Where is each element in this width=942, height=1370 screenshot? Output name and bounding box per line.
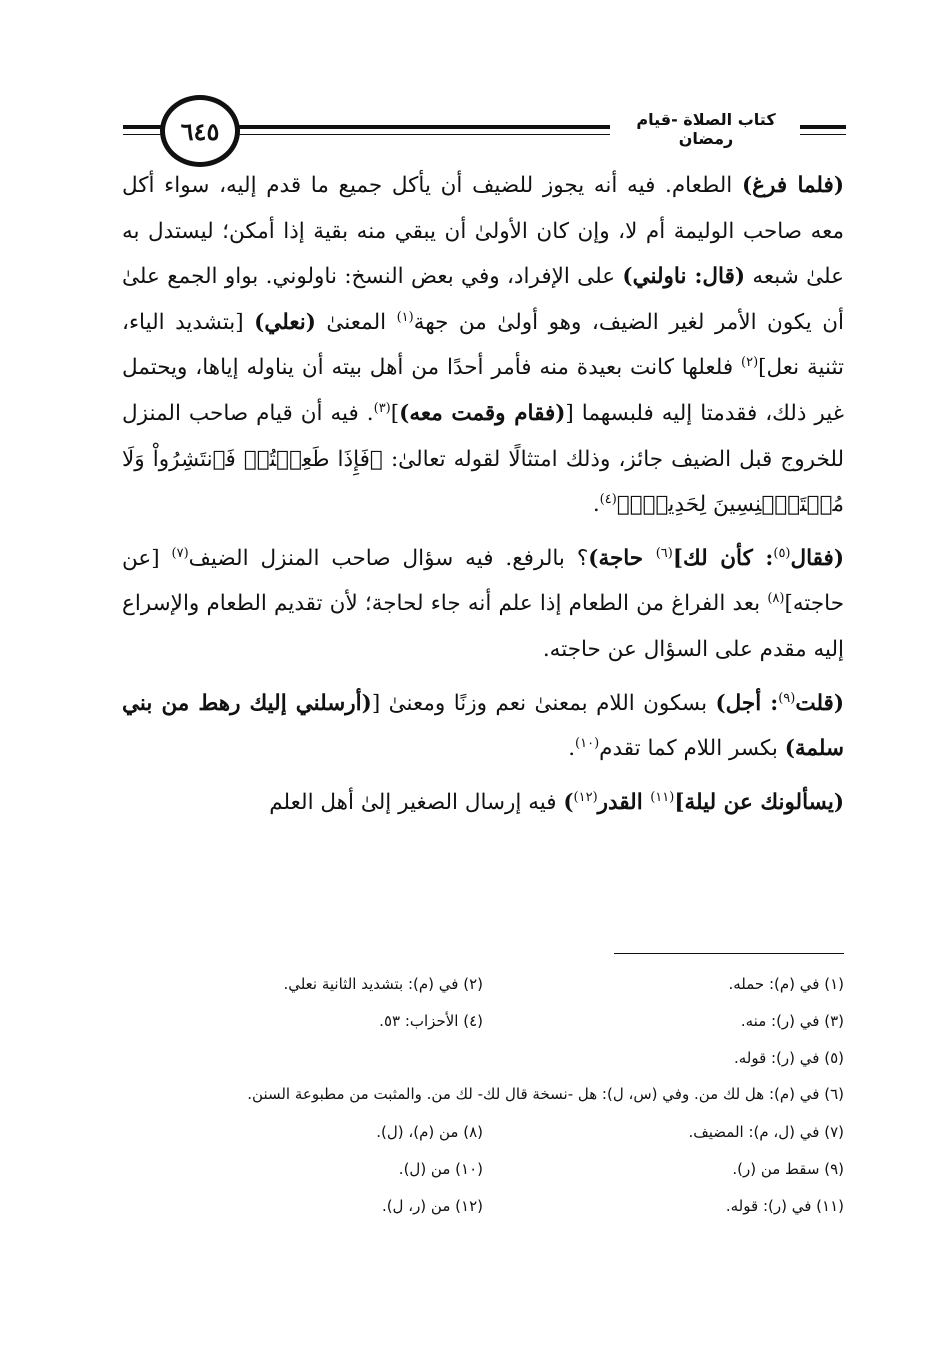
footnote-row [122, 1150, 844, 1187]
footnote-ref[interactable]: (٤) [599, 492, 617, 507]
lemma: (قلت [795, 690, 845, 716]
lemma: (فلما فرغ) [741, 173, 844, 198]
lemma: القدر [597, 789, 651, 815]
footnote-ref[interactable]: (٩) [778, 690, 796, 706]
footnote-ref[interactable]: (٨) [767, 591, 785, 607]
page-header [0, 0, 942, 170]
commentary: [بتشديد الياء، تثنية نعل] [122, 309, 844, 381]
header-rule [800, 134, 846, 135]
footnote-row [122, 1039, 844, 1076]
header-rule [230, 134, 610, 135]
lemma: (قال: ناولني) [622, 264, 746, 290]
commentary: فيه إرسال الصغير إلىٰ أهل العلم [269, 789, 564, 815]
lemma: (فقام وقمت معه) [399, 400, 566, 426]
commentary: بسكون اللام بمعنىٰ نعم وزنًا ومعنىٰ [ [371, 690, 716, 716]
footnote-5: (٥) في (ر): قوله. [733, 1048, 844, 1067]
footnote-7: (٧) في (ل، م): المضيف. [688, 1122, 844, 1141]
paragraph [122, 163, 844, 528]
footnote-row [122, 1002, 844, 1039]
footnote-4: (٤) الأحزاب: ٥٣. [379, 1011, 483, 1030]
lemma: : أجل) [715, 690, 779, 716]
footnote-ref[interactable]: (١٢) [573, 789, 598, 805]
commentary: المعنىٰ [315, 309, 397, 335]
commentary: ؟ بالرفع. فيه سؤال صاحب المنزل الضيف [188, 545, 589, 571]
footnote-ref[interactable]: (٢) [741, 355, 759, 371]
footnote-1: (١) في (م): حمله. [728, 974, 844, 993]
footnote-ref[interactable]: (١١) [650, 789, 675, 805]
footnote-11: (١١) في (ر): قوله. [725, 1196, 844, 1215]
commentary: . فيه أن قيام صاحب المنزل للخروج قبل الضيف جائز، وذلك امتثالًا لقوله تعالىٰ: [122, 400, 844, 472]
footnote-ref[interactable]: (١) [396, 309, 414, 325]
lemma: (فقال [790, 545, 844, 571]
main-text [122, 163, 844, 825]
lemma: حاجة) [588, 545, 656, 571]
footnote-ref[interactable]: (١٠) [575, 735, 600, 751]
commentary: . [568, 736, 576, 762]
footnote-12: (١٢) من (ر، ل). [381, 1196, 483, 1215]
footnote-row [122, 965, 844, 1002]
lemma: (نعلي) [254, 309, 316, 335]
footnote-6: (٦) في (م): هل لك من. وفي (س، ل): هل -نسخة قال لك- لك من. والمثبت من مطبوعة السنن. [247, 1085, 844, 1103]
header-rule [123, 134, 163, 135]
footnote-8: (٨) من (م)، (ل). [376, 1122, 483, 1141]
footnote-10: (١٠) من (ل). [398, 1159, 483, 1178]
commentary: بعد الفراغ من الطعام إذا علم أنه جاء لحاجة؛ لأن تقديم الطعام والإسراع إليه مقدم على السؤال عن حاجته. [122, 591, 844, 662]
footnote-ref[interactable]: (٦) [655, 545, 673, 561]
footnote-separator [614, 953, 844, 954]
footnote-row [122, 1113, 844, 1150]
footnote-ref[interactable]: (٣) [373, 400, 391, 416]
paragraph [122, 681, 844, 772]
commentary: ] [390, 400, 400, 426]
quran-verse: ﴿فَإِذَا طَعِمۡتُمۡ فَٱنتَشِرُواْ وَلَا مُسۡتَـٔۡنِسِينَ لِحَدِيثٍۚ﴾ [122, 446, 844, 518]
header-rule [800, 125, 846, 129]
commentary: . [592, 492, 600, 518]
commentary: بكسر اللام كما تقدم [599, 736, 785, 762]
commentary: الطعام. فيه أنه يجوز للضيف أن يأكل جميع ما قدم إليه، سواء أكل معه صاحب الوليمة أم لا، وإن كان الأولىٰ أن يبقي منه بقية إذا أمكن؛ ليستدل به علىٰ شبعه [122, 173, 845, 290]
footnote-row [122, 1187, 844, 1224]
footnote-9: (٩) سقط من (ر). [732, 1159, 844, 1178]
footnote-2: (٢) في (م): بتشديد الثانية نعلي. [283, 974, 483, 993]
lemma: (أرسلني إليك رهط من بني سلمة) [122, 690, 844, 762]
paragraph [122, 536, 844, 673]
page-number: ٦٤٥ [160, 95, 240, 167]
header-rule [230, 125, 610, 129]
commentary: [عن حاجته] [122, 545, 844, 617]
lemma: (يسألونك عن ليلة] [674, 789, 844, 815]
lemma: ) [563, 789, 574, 815]
paragraph [122, 780, 844, 826]
running-title: كتاب الصلاة -قيام رمضان [636, 110, 776, 148]
footnote-3: (٣) في (ر): منه. [740, 1011, 844, 1030]
commentary: فلعلها كانت بعيدة منه فأمر أحدًا من أهل بيته أن يناوله إياها، ويحتمل غير ذلك، فقدمتا إليه فلبسهما [ [122, 355, 845, 426]
lemma: : كأن لك] [672, 545, 774, 571]
footnote-ref[interactable]: (٥) [773, 545, 791, 561]
footnote-ref[interactable]: (٧) [171, 545, 189, 561]
commentary: على الإفراد، وفي بعض النسخ: ناولوني. بواو الجمع علىٰ أن يكون الأمر لغير الضيف، وهو أولىٰ من جهة [122, 264, 845, 335]
header-rule [123, 125, 163, 129]
footnotes [122, 965, 844, 1224]
